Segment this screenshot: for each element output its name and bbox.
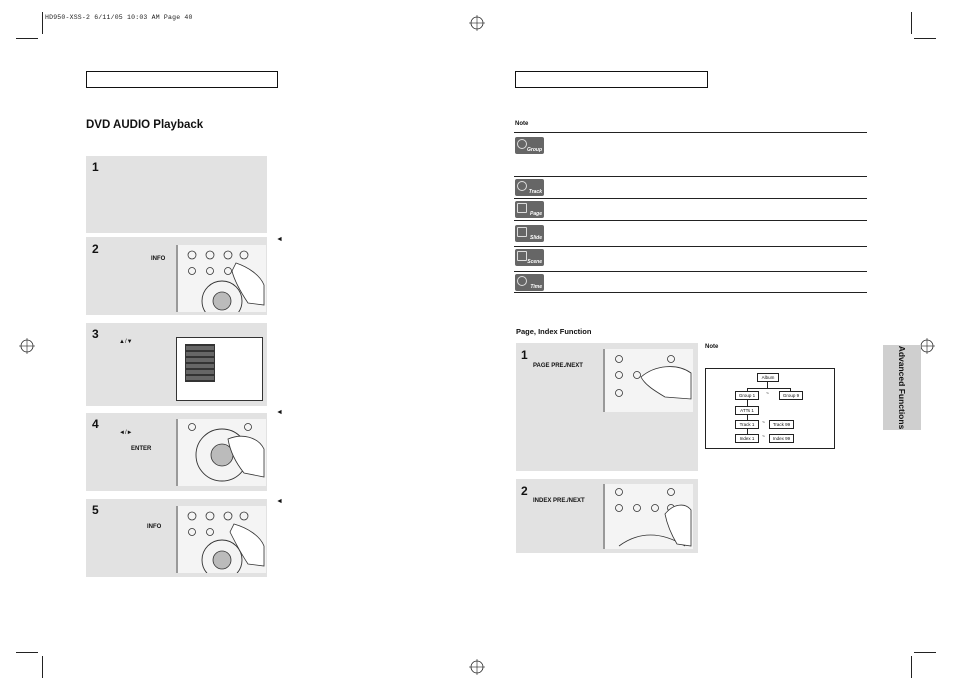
atts-node: ATTs 1 (735, 406, 759, 415)
step-number: 2 (521, 484, 528, 498)
step-arrow-keys: ◄/► (119, 430, 133, 436)
track-node-last: Track 99 (769, 420, 794, 429)
menu-panel (185, 344, 215, 382)
note-title: Note (515, 121, 529, 127)
slide-icon: Slide (515, 225, 544, 242)
index-node-first: Index 1 (735, 434, 759, 443)
scene-icon: Scene (515, 249, 544, 266)
left-header-box (86, 71, 278, 88)
step-number: 1 (521, 348, 528, 362)
step-key-label: INFO (151, 256, 166, 262)
step-number: 1 (92, 160, 99, 174)
group-node-first: Group 1 (735, 391, 759, 400)
diagram-note-title: Note (705, 344, 719, 350)
registration-mark-left (19, 338, 35, 354)
step-arrow-keys: ▲/▼ (119, 339, 133, 345)
group-node-last: Group 9 (779, 391, 803, 400)
remote-illustration (603, 484, 693, 549)
print-header: HD950-XSS-2 6/11/05 10:03 AM Page 40 (45, 14, 193, 21)
step-number: 3 (92, 327, 99, 341)
remote-illustration (603, 349, 693, 412)
remote-illustration (176, 419, 266, 486)
diagram-separator: ~ (762, 434, 765, 440)
remote-control-icon (178, 419, 266, 486)
side-tab-label: Advanced Functions (897, 345, 908, 430)
step-number: 2 (92, 242, 99, 256)
step-key-label: INFO (147, 524, 162, 530)
pointer-mark: ◄ (276, 409, 283, 416)
page-title: DVD AUDIO Playback (86, 119, 204, 131)
remote-control-icon (178, 245, 266, 312)
step-box (86, 156, 267, 233)
remote-control-icon (178, 506, 266, 573)
pointer-mark: ◄ (276, 236, 283, 243)
registration-mark-right (919, 338, 935, 354)
registration-mark-bottom (469, 659, 485, 675)
step-number: 4 (92, 417, 99, 431)
step-number: 5 (92, 503, 99, 517)
step-key-label: PAGE PRE./NEXT (533, 363, 583, 369)
album-node: Album (757, 373, 779, 382)
right-header-box (515, 71, 708, 88)
index-node-last: Index 99 (769, 434, 794, 443)
diagram-separator: ~ (766, 391, 769, 397)
side-tab (883, 345, 921, 430)
remote-illustration (176, 506, 266, 573)
step-key-label: INDEX PRE./NEXT (533, 498, 585, 504)
diagram-separator: ~ (762, 420, 765, 426)
step-key-label: ENTER (131, 446, 152, 452)
page-icon: Page (515, 201, 544, 218)
group-icon: Group (515, 137, 544, 154)
remote-control-icon (605, 349, 693, 412)
on-screen-menu-illustration (176, 337, 263, 401)
track-icon: Track (515, 179, 544, 196)
remote-illustration (176, 245, 266, 312)
pointer-mark: ◄ (276, 498, 283, 505)
registration-mark-top (469, 15, 485, 31)
remote-control-icon (605, 484, 693, 549)
section-subtitle: Page, Index Function (516, 327, 592, 336)
album-hierarchy-diagram (705, 368, 835, 449)
track-node-first: Track 1 (735, 420, 759, 429)
time-icon: Time (515, 274, 544, 291)
